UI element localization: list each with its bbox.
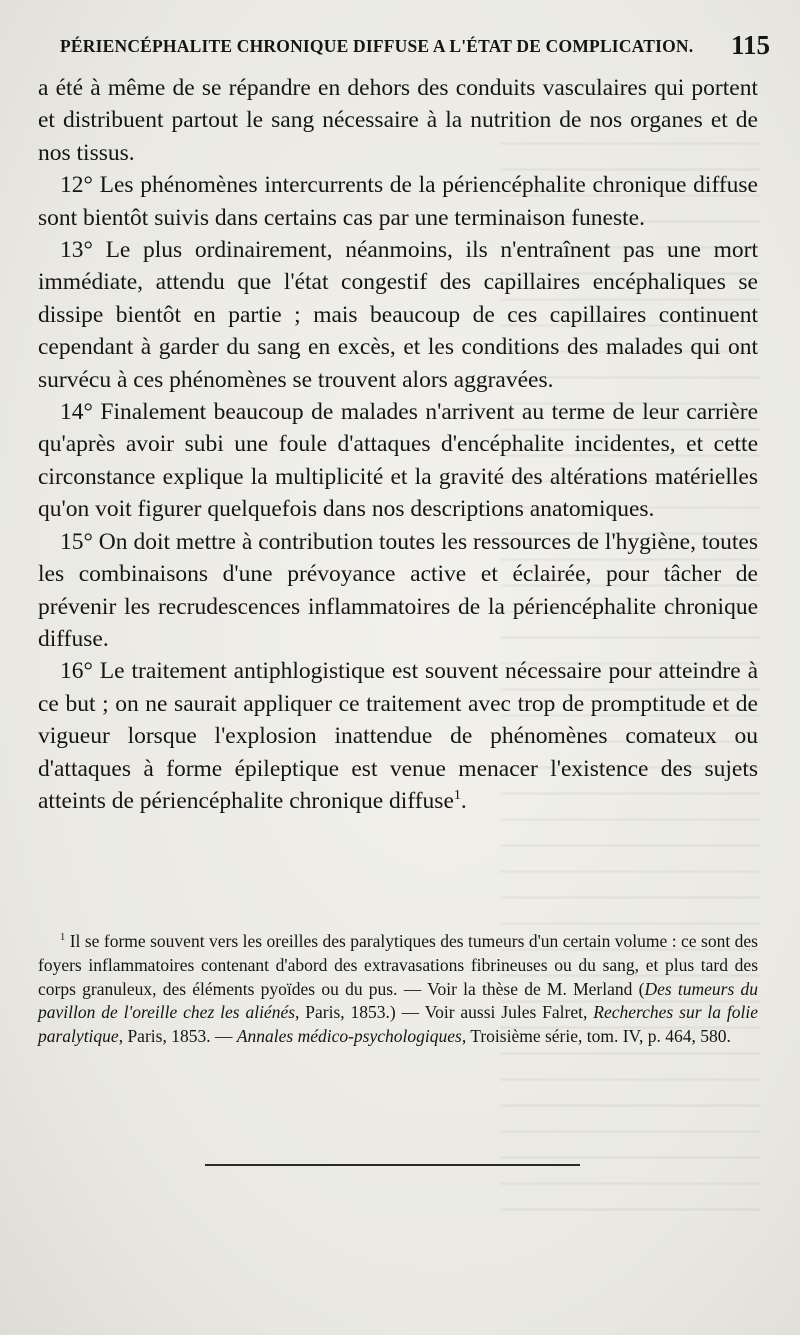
footnote-text-c: , Paris, 1853. — <box>118 1026 237 1047</box>
page-number: 115 <box>730 30 770 60</box>
bottom-rule <box>205 1164 580 1166</box>
body-text <box>38 72 758 817</box>
footnote-reference: 1 <box>453 787 461 804</box>
footnote-title-2: Recherches sur la folie paralytique <box>38 1002 758 1047</box>
paragraph-16-text: 16° Le traitement antiphlogistique est souvent nécessaire pour atteindre à ce but ; on ne saurait appliquer ce traitement avec trop de promptitude et de vigueur lorsque l'explosion inattendue de phénomènes comateux ou d'attaques à forme épileptique est venue menacer l'existence des sujets atteints de périencéphalite chronique diffuse <box>38 658 758 814</box>
page-header <box>60 32 770 64</box>
footnote-text-b: , Paris, 1853.) — Voir aussi Jules Falret, <box>295 1002 594 1023</box>
footnotes <box>38 930 758 1049</box>
footnote-marker: 1 <box>60 932 66 944</box>
paragraph-16-end: . <box>460 787 467 814</box>
paragraph-15: 15° On doit mettre à contribution toutes les ressources de l'hygiène, toutes les combinaisons d'une prévoyance active et éclairée, pour tâcher de prévenir les recrudescences inflammatoires de la périencéphalite chronique diffuse. <box>38 528 758 652</box>
footnote-1 <box>38 930 758 1049</box>
paragraph-13: 13° Le plus ordinairement, néanmoins, ils n'entraînent pas une mort immédiate, attendu que l'état congestif des capillaires encéphaliques se dissipe bientôt en partie ; mais beaucoup de ces capillaires continuent cependant à garder du sang en excès, et les conditions des malades qui ont survécu à ces phénomènes se trouvent alors aggravées. <box>38 237 758 393</box>
paragraph-16 <box>38 655 758 817</box>
paragraph-12: 12° Les phénomènes intercurrents de la périencéphalite chronique diffuse sont bientôt suivis dans certains cas par une terminaison funeste. <box>38 172 758 231</box>
paragraph-14: 14° Finalement beaucoup de malades n'arrivent au terme de leur carrière qu'après avoir subi une foule d'attaques d'encéphalite incidentes, et cette circonstance explique la multiplicité et la gravité des altérations matérielles qu'on voit figurer quelquefois dans nos descriptions anatomiques. <box>38 399 758 523</box>
footnote-text-d: , Troisième série, tom. IV, p. 464, 580. <box>461 1026 731 1047</box>
footnote-title-1: Des tumeurs du pavillon de l'oreille chez les aliénés <box>38 978 758 1023</box>
footnote-title-3: Annales médico-psychologiques <box>236 1026 462 1047</box>
paragraph-continuation: a été à même de se répandre en dehors des conduits vasculaires qui portent et distribuent partout le sang nécessaire à la nutrition de nos organes et de nos tissus. <box>38 75 758 166</box>
running-head: PÉRIENCÉPHALITE CHRONIQUE DIFFUSE A L'ÉTAT DE COMPLICATION. <box>60 36 694 56</box>
footnote-text-a: Il se forme souvent vers les oreilles des paralytiques des tumeurs d'un certain volume : ce sont des foyers inflammatoires contenant d'abord des extravasations fibrineuses ou du sang, et plus tard des corps granuleux, des éléments pyoïdes ou du pus. — Voir la thèse de M. Merland ( <box>38 931 758 999</box>
